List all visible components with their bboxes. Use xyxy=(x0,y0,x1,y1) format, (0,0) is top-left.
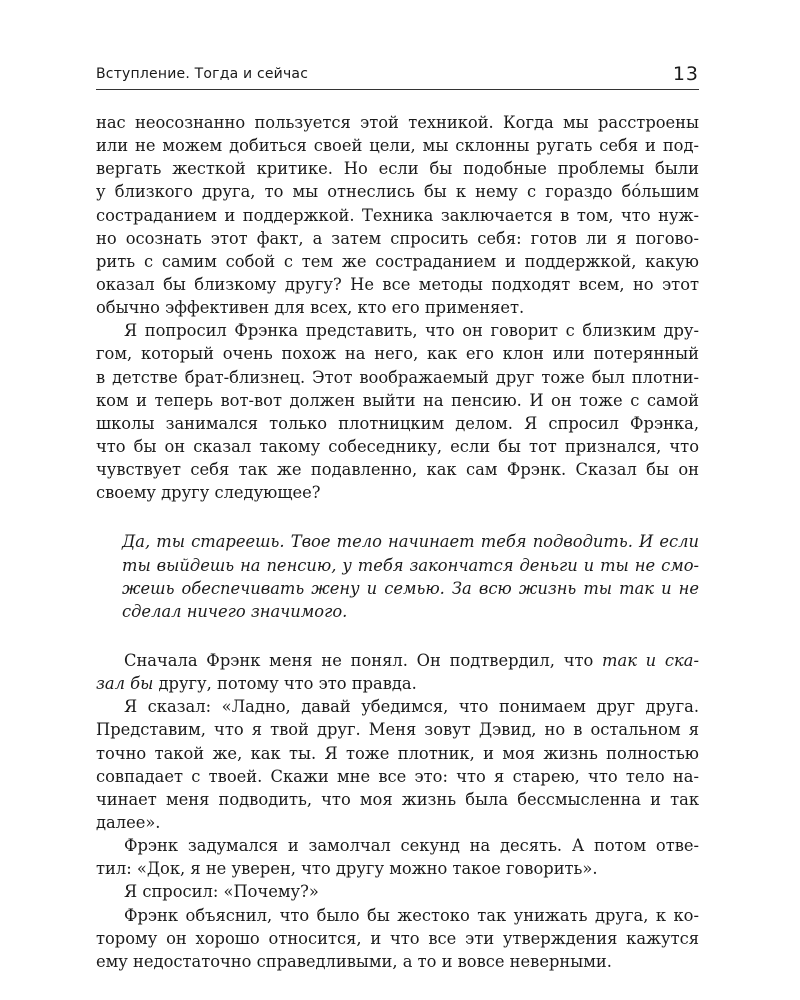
text-line: или не можем добиться своей цели, мы склонны ругать себя и под- xyxy=(96,136,699,156)
quote-line: жешь обеспечивать жену и семью. За всю жизнь ты так и не xyxy=(122,578,699,598)
text-line: но осознать этот факт, а затем спросить себя: готов ли я погово- xyxy=(96,228,699,248)
quote-line: ты выйдешь на пенсию, у тебя закончатся деньги и ты не смо- xyxy=(122,555,699,575)
text-line: тил: «Док, я не уверен, что другу можно такое говорить». xyxy=(96,859,598,879)
text-line: точно такой же, как ты. Я тоже плотник, и моя жизнь полностью xyxy=(96,743,699,763)
paragraph-why xyxy=(96,880,699,903)
text-line: вергать жесткой критике. Но если бы подобные проблемы были xyxy=(96,159,699,179)
text-line: торому он хорошо относится, и что все эти утверждения кажутся xyxy=(96,928,699,948)
text-line: состраданием и поддержкой. Техника заключается в том, что нуж- xyxy=(96,205,699,225)
text-line: гом, который очень похож на него, как его клон или потерянный xyxy=(96,344,699,364)
text-line: Фрэнк объяснил, что было бы жестоко так унижать друга, к ко- xyxy=(124,905,699,925)
italic-quote xyxy=(96,530,699,623)
text-run: Сначала Фрэнк меня не понял. Он подтвердил, что xyxy=(124,650,603,670)
emphasis-text: зал бы xyxy=(96,674,154,694)
text-line: совпадает с твоей. Скажи мне все это: что я старею, что тело на- xyxy=(96,766,699,786)
chapter-title: Вступление. Тогда и сейчас xyxy=(96,66,309,82)
page-number: 13 xyxy=(672,63,699,85)
text-line: Я сказал: «Ладно, давай убедимся, что понимаем друг друга. xyxy=(124,697,699,717)
text-line: своему другу следующее? xyxy=(96,483,321,503)
text-line: рить с самим собой с тем же состраданием и поддержкой, какую xyxy=(96,251,699,271)
paragraph-david xyxy=(96,695,699,834)
paragraph-frank-friend xyxy=(96,319,699,504)
paragraph-technique xyxy=(96,111,699,319)
text-line: ему недостаточно справедливыми, а то и вовсе неверными. xyxy=(96,951,612,971)
quote-line: сделал ничего значимого. xyxy=(122,601,348,621)
header-divider xyxy=(96,89,699,90)
quote-line: Да, ты стареешь. Твое тело начинает тебя подводить. И если xyxy=(122,532,699,552)
emphasis-text: так и ска- xyxy=(602,650,699,670)
text-run: другу, потому что это правда. xyxy=(153,674,417,694)
text-line: что бы он сказал такому собеседнику, если бы тот признался, что xyxy=(96,436,699,456)
text-line: нас неосознанно пользуется этой техникой. Когда мы расстроены xyxy=(96,113,699,132)
text-line: Я попросил Фрэнка представить, что он говорит с близким дру- xyxy=(124,321,699,341)
paragraph-pause xyxy=(96,834,699,880)
spacer xyxy=(96,623,699,649)
text-line: ком и теперь вот-вот должен выйти на пенсию. И он тоже с самой xyxy=(96,390,699,410)
text-line xyxy=(96,672,699,695)
paragraph-frank-reply xyxy=(96,649,699,695)
text-line: у близкого друга, то мы отнеслись бы к нему с гораздо бóльшим xyxy=(96,182,699,202)
text-line: чувствует себя так же подавленно, как сам Фрэнк. Сказал бы он xyxy=(96,460,699,480)
running-header xyxy=(96,63,699,88)
spacer xyxy=(96,504,699,530)
text-line: школы занимался только плотницким делом. Я спросил Фрэнка, xyxy=(96,413,699,433)
text-line: Представим, что я твой друг. Меня зовут Дэвид, но в остальном я xyxy=(96,720,699,740)
text-line: чинает меня подводить, что моя жизнь была бессмысленна и так xyxy=(96,789,699,809)
text-line: в детстве брат-близнец. Этот воображаемый друг тоже был плотни- xyxy=(96,367,699,387)
text-line: оказал бы близкому другу? Не все методы подходят всем, но этот xyxy=(96,274,699,294)
paragraph-explanation xyxy=(96,904,699,973)
page-body xyxy=(96,111,699,973)
text-line xyxy=(96,649,699,672)
text-line: далее». xyxy=(96,812,161,832)
text-line: Я спросил: «Почему?» xyxy=(124,882,319,902)
text-line: Фрэнк задумался и замолчал секунд на десять. А потом отве- xyxy=(124,836,699,856)
text-line: обычно эффективен для всех, кто его применяет. xyxy=(96,298,525,318)
